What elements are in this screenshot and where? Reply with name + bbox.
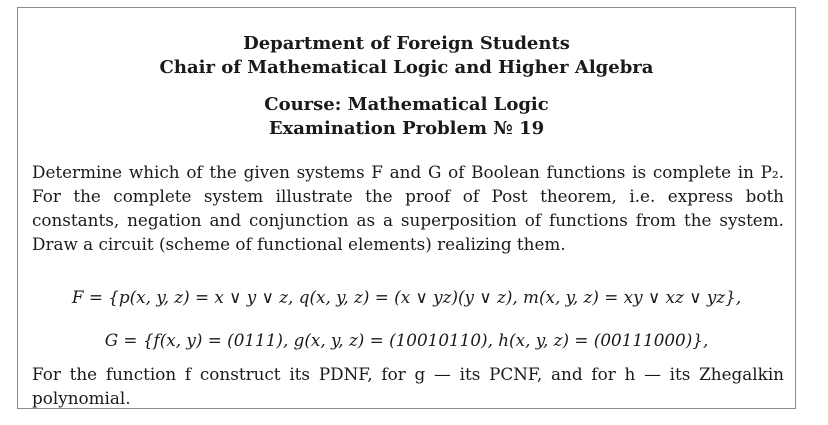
course-header [18, 93, 795, 141]
problem-statement: Determine which of the given systems F and G of Boolean functions is complete in P₂. For the complete system illustrate the proof of Post theorem, i.e. express both constants, negation and conjunction as a superposition of functions from the system. Draw a circuit (scheme of functional elements) realizing them. [32, 162, 784, 254]
institution-header [18, 32, 795, 80]
chair-title: Chair of Mathematical Logic and Higher Algebra [159, 57, 654, 78]
course-title: Course: Mathematical Logic [264, 94, 549, 115]
system-f-formula: F = {p(x, y, z) = x ∨ y ∨ z, q(x, y, z) = (x ∨ yz)(y ∨ z), m(x, y, z) = xy ∨ xz ∨ yz}, [71, 287, 742, 307]
system-g-formula: G = {f(x, y) = (0111), g(x, y, z) = (10010110), h(x, y, z) = (00111000)}, [104, 330, 709, 350]
department-title: Department of Foreign Students [243, 33, 570, 54]
problem-number: Examination Problem № 19 [268, 118, 545, 139]
problem-card [17, 7, 796, 409]
function-task: For the function f construct its PDNF, for g — its PCNF, and for h — its Zhegalkin polynomial. [32, 364, 784, 408]
